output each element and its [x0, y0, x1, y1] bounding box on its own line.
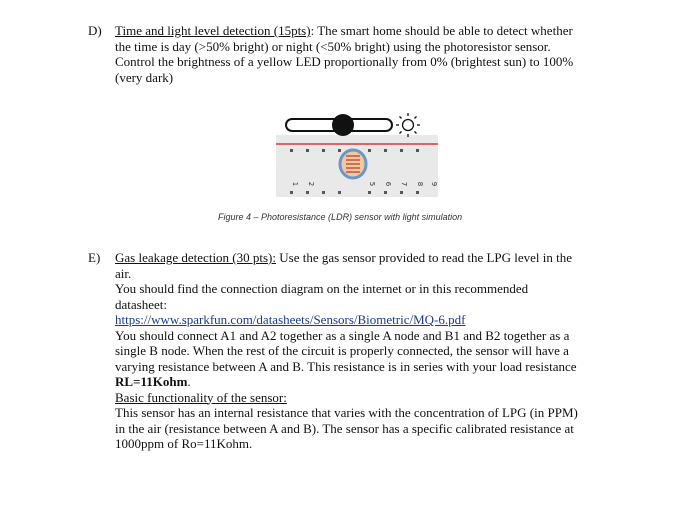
section-e-line-1-rest: Use the gas sensor provided to read the LPG level in the — [276, 250, 573, 265]
section-e-line-12: in the air (resistance between A and B). The sensor has a specific calibrated resistance at — [115, 420, 574, 436]
section-d — [88, 23, 628, 85]
section-e-line-6: You should connect A1 and A2 together as a single A node and B1 and B2 together as a — [115, 327, 570, 343]
section-d-line-2: the time is day (>50% bright) or night (<50% bright) using the photoresistor sensor. — [115, 38, 551, 54]
pin-number: 8 — [416, 181, 424, 187]
section-e-line-4: datasheet: — [115, 296, 167, 312]
section-e-line-9 — [115, 374, 628, 390]
load-resistance-value: RL=11Kohm — [115, 374, 188, 389]
pin-number: 2 — [307, 181, 315, 187]
section-d-line-1-rest: : The smart home should be able to detect whether — [310, 23, 573, 38]
pin-number: 9 — [430, 181, 438, 187]
pin-number: 1 — [291, 181, 299, 187]
section-d-label: D) — [88, 23, 102, 38]
pin-number: 5 — [368, 181, 376, 187]
section-e-line-2: air. — [115, 265, 132, 281]
light-slider-thumb[interactable] — [332, 114, 354, 136]
section-e-heading: Gas leakage detection (30 pts): — [115, 250, 276, 265]
figure-caption: Figure 4 – Photoresistance (LDR) sensor with light simulation — [218, 212, 463, 222]
section-e-subheading: Basic functionality of the sensor: — [115, 389, 287, 405]
section-d-heading: Time and light level detection (15pts) — [115, 23, 311, 38]
pin-number: 6 — [384, 181, 392, 187]
section-e-line-3: You should find the connection diagram on the internet or in this recommended — [115, 281, 529, 296]
section-e-line-11: This sensor has an internal resistance that varies with the concentration of LPG (in PPM) — [115, 405, 578, 420]
section-e-line-8: varying resistance between A and B. This resistance is in series with your load resistance — [115, 358, 577, 374]
section-e-line-1 — [115, 250, 628, 266]
section-e-label: E) — [88, 250, 101, 265]
section-d-line-4: (very dark) — [115, 69, 174, 85]
photoresistor-figure — [268, 109, 448, 201]
section-d-line-3: Control the brightness of a yellow LED proportionally from 0% (brightest sun) to 100% — [115, 54, 574, 69]
section-d-line-1 — [115, 23, 628, 39]
section-e — [88, 250, 628, 452]
section-e-line-9-end: . — [187, 374, 191, 389]
pin-number: 7 — [400, 181, 408, 187]
section-e-line-13: 1000ppm of Ro=11Kohm. — [115, 436, 253, 451]
section-e-line-7: single B node. When the rest of the circuit is properly connected, the sensor will have a — [115, 343, 569, 358]
datasheet-link[interactable]: https://www.sparkfun.com/datasheets/Sensors/Biometric/MQ-6.pdf — [115, 312, 466, 327]
